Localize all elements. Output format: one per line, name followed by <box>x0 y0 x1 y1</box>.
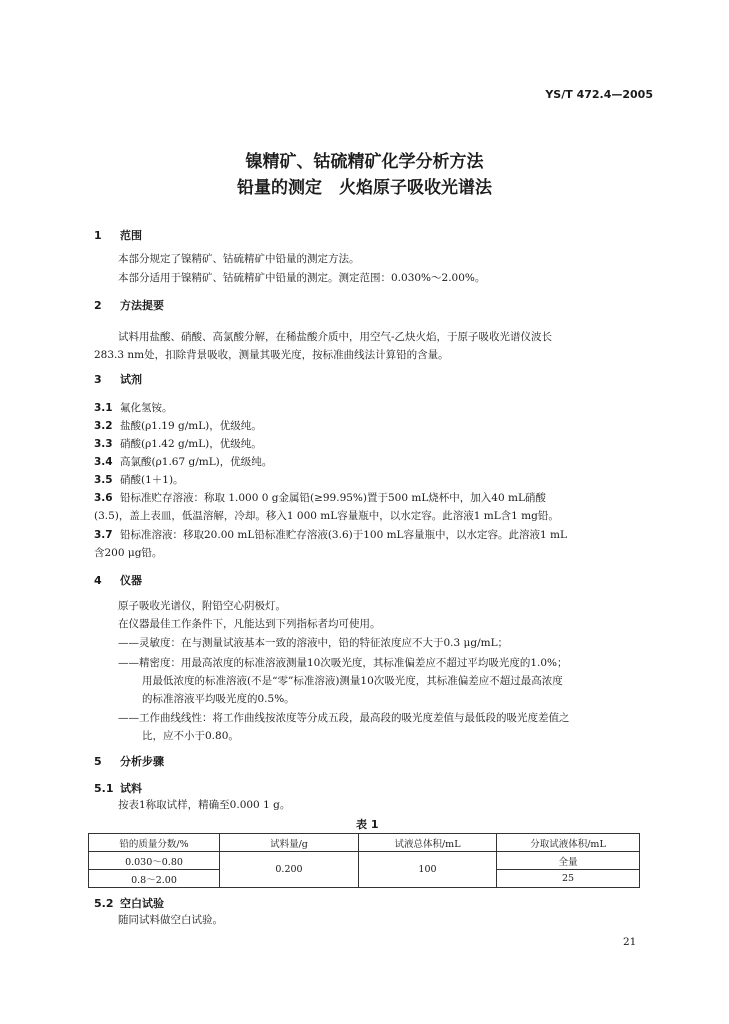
section-title: 试剂 <box>120 373 142 386</box>
section-title: 范围 <box>120 229 142 242</box>
section-5-heading <box>94 753 164 769</box>
reagent-item: 3.4 高氯酸(ρ1.67 g/mL)，优级纯。 <box>94 456 273 468</box>
section-number: 4 <box>94 574 102 587</box>
table-1 <box>88 833 640 888</box>
section-3-heading <box>94 371 142 387</box>
table-header-cell: 试料量/g <box>220 834 359 852</box>
section-number: 3 <box>94 373 102 386</box>
section-number: 5 <box>94 755 102 768</box>
paragraph: 随同试料做空白试验。 <box>118 914 223 926</box>
table-row <box>89 852 640 870</box>
reagent-item: 3.5 硝酸(1＋1)。 <box>94 474 184 486</box>
reagent-item: 3.3 硝酸(ρ1.42 g/mL)，优级纯。 <box>94 438 262 450</box>
table-cell: 0.8～2.00 <box>89 870 220 888</box>
reagent-item-continued: 含200 μg铅。 <box>94 547 163 559</box>
paragraph: 283.3 nm处，扣除背景吸收，测量其吸光度，按标准曲线法计算铅的含量。 <box>94 349 449 361</box>
table-header-cell: 铅的质量分数/% <box>89 834 220 852</box>
reagent-item: 3.1 氟化氢铵。 <box>94 402 173 414</box>
reagent-item: 3.6 铅标准贮存溶液：称取 1.000 0 g金属铅(≥99.95%)置于500 mL烧杯中，加入40 mL硝酸 <box>94 492 546 504</box>
table-cell: 0.200 <box>220 852 359 888</box>
table-header-row <box>89 834 640 852</box>
table-cell: 0.030～0.80 <box>89 852 220 870</box>
dash-item-continued: 的标准溶液平均吸光度的0.5%。 <box>142 693 295 705</box>
standard-number: YS/T 472.4—2005 <box>545 88 653 101</box>
table-cell: 100 <box>359 852 497 888</box>
page-number: 21 <box>623 936 637 948</box>
paragraph: 按表1称取试样，精确至0.000 1 g。 <box>118 799 291 811</box>
paragraph: 本部分适用于镍精矿、钴硫精矿中铅量的测定。测定范围：0.030%～2.00%。 <box>118 272 486 284</box>
section-number: 2 <box>94 299 102 312</box>
section-2-heading <box>94 297 164 313</box>
dash-item: ——灵敏度：在与测量试液基本一致的溶液中，铅的特征浓度应不大于0.3 μg/mL； <box>118 637 509 649</box>
section-title: 方法提要 <box>120 299 164 312</box>
section-number: 1 <box>94 229 102 242</box>
dash-item-continued: 用最低浓度的标准溶液(不是“零”标准溶液)测量10次吸光度，其标准偏差应不超过最高浓度 <box>142 675 563 687</box>
subsection-5-1-heading: 5.1 试料 <box>94 782 142 795</box>
dash-item: ——工作曲线线性：将工作曲线按浓度等分成五段，最高段的吸光度差值与最低段的吸光度差值之 <box>118 712 570 724</box>
table-header-cell: 分取试液体积/mL <box>497 834 640 852</box>
table-cell: 全量 <box>497 852 640 870</box>
reagent-item: 3.7 铅标准溶液：移取20.00 mL铅标准贮存溶液(3.6)于100 mL容量瓶中，以水定容。此溶液1 mL <box>94 529 567 541</box>
title-line-2: 铅量的测定 火焰原子吸收光谱法 <box>237 178 492 198</box>
paragraph: 本部分规定了镍精矿、钴硫精矿中铅量的测定方法。 <box>118 253 360 265</box>
table-caption: 表 1 <box>356 818 379 831</box>
paragraph: 原子吸收光谱仪，附铅空心阴极灯。 <box>118 600 286 612</box>
paragraph: 在仪器最佳工作条件下，凡能达到下列指标者均可使用。 <box>118 618 381 630</box>
table-cell: 25 <box>497 870 640 888</box>
paragraph: 试料用盐酸、硝酸、高氯酸分解，在稀盐酸介质中，用空气-乙炔火焰，于原子吸收光谱仪波长 <box>118 331 553 343</box>
reagent-item-continued: (3.5)，盖上表皿，低温溶解，冷却。移入1 000 mL容量瓶中，以水定容。此溶液1 mL含1 mg铅。 <box>94 510 559 522</box>
table-header-cell: 试液总体积/mL <box>359 834 497 852</box>
subsection-5-2-heading: 5.2 空白试验 <box>94 897 164 910</box>
section-4-heading <box>94 572 142 588</box>
dash-item-continued: 比，应不小于0.80。 <box>142 730 239 742</box>
dash-item: ——精密度：用最高浓度的标准溶液测量10次吸光度，其标准偏差应不超过平均吸光度的1.0%； <box>118 657 568 669</box>
section-title: 分析步骤 <box>120 755 164 768</box>
title-line-1: 镍精矿、钴硫精矿化学分析方法 <box>245 152 484 172</box>
section-title: 仪器 <box>120 574 142 587</box>
reagent-item: 3.2 盐酸(ρ1.19 g/mL)，优级纯。 <box>94 420 262 432</box>
section-1-heading <box>94 227 142 243</box>
